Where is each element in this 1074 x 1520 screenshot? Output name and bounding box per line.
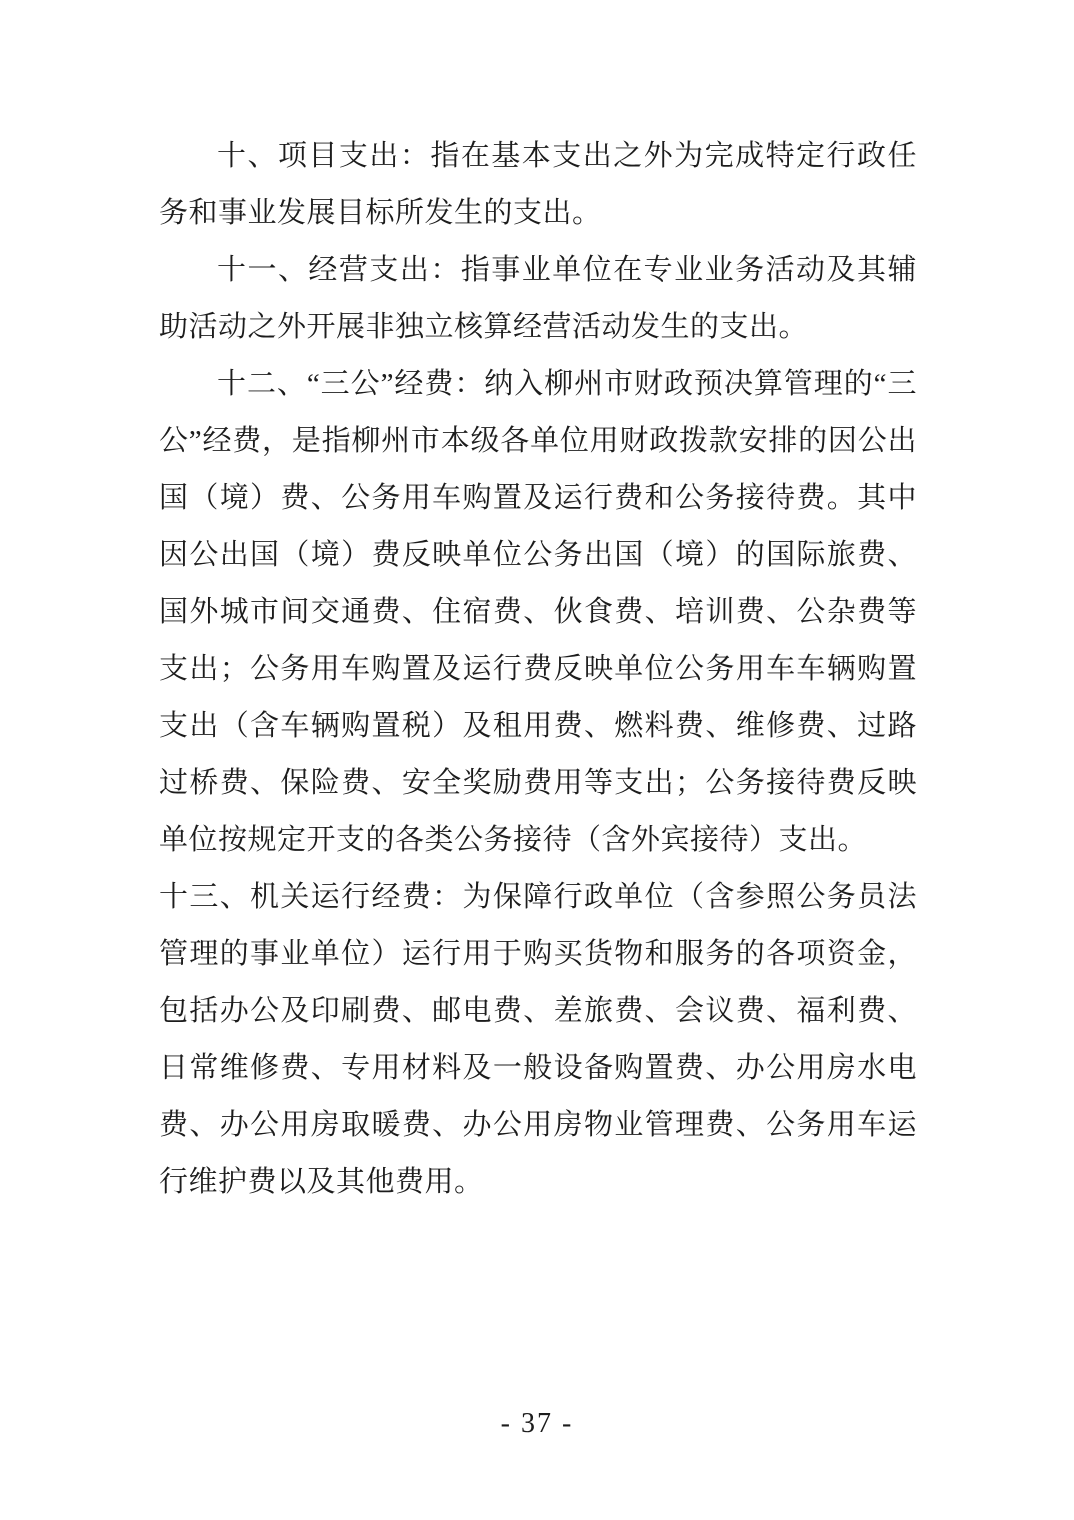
document-body bbox=[159, 128, 917, 1211]
paragraph-item-12-three-public-funds: 十二、“三公”经费：纳入柳州市财政预决算管理的“三公”经费，是指柳州市本级各单位用财政拨款安排的因公出国（境）费、公务用车购置及运行费和公务接待费。其中因公出国（境）费反映单位公务出国（境）的国际旅费、国外城市间交通费、住宿费、伙食费、培训费、公杂费等支出；公务用车购置及运行费反映单位公务用车车辆购置支出（含车辆购置税）及租用费、燃料费、维修费、过路过桥费、保险费、安全奖励费用等支出；公务接待费反映单位按规定开支的各类公务接待（含外宾接待）支出。 bbox=[159, 368, 917, 856]
paragraph-item-11-operating-expenditure: 十一、经营支出：指事业单位在专业业务活动及其辅助活动之外开展非独立核算经营活动发生的支出。 bbox=[159, 254, 917, 343]
page-number: - 37 - bbox=[500, 1408, 574, 1439]
paragraph-item-13-agency-operating-funds: 十三、机关运行经费：为保障行政单位（含参照公务员法管理的事业单位）运行用于购买货物和服务的各项资金，包括办公及印刷费、邮电费、差旅费、会议费、福利费、日常维修费、专用材料及一般设备购置费、办公用房水电费、办公用房取暖费、办公用房物业管理费、公务用车运行维护费以及其他费用。 bbox=[159, 881, 917, 1198]
page-footer bbox=[0, 1406, 1074, 1442]
paragraph-item-10-project-expenditure: 十、项目支出：指在基本支出之外为完成特定行政任务和事业发展目标所发生的支出。 bbox=[159, 140, 917, 229]
